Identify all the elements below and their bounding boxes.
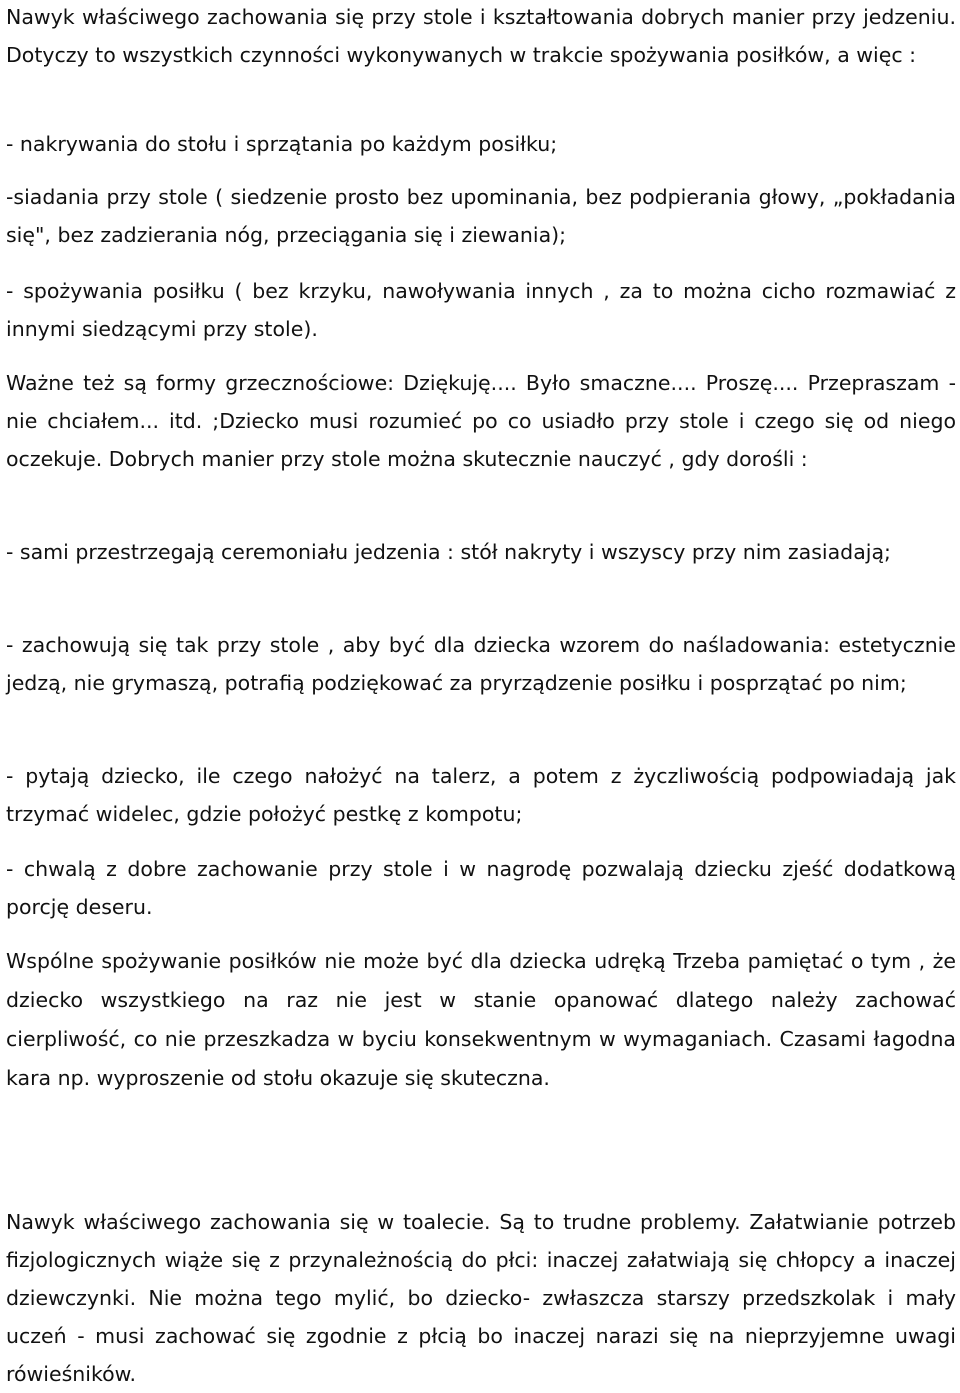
paragraph-item-eating: - spożywania posiłku ( bez krzyku, nawoływania innych , za to można cicho rozmawiać z innymi siedzącymi przy stole). <box>6 279 956 341</box>
paragraph-item-praise: - chwalą z dobre zachowanie przy stole i w nagrodę pozwalają dziecku zjeść dodatkową porcję deseru. <box>6 857 956 919</box>
paragraph-intro: Nawyk właściwego zachowania się przy stole i kształtowania dobrych manier przy jedzeniu. Dotyczy to wszystkich czynności wykonywanych w trakcie spożywania posiłków, a więc : <box>6 5 956 67</box>
paragraph-politeness: Ważne też są formy grzecznościowe: Dziękuję.... Było smaczne.... Proszę.... Przepraszam - nie chciałem... itd. ;Dziecko musi rozumieć po co usiadło przy stole i czego się od niego oczekuje. Dobrych manier przy stole można skutecznie nauczyć , gdy dorośli : <box>6 371 956 471</box>
paragraph-item-ceremony: - sami przestrzegają ceremoniału jedzenia : stół nakryty i wszyscy przy nim zasiadają; <box>6 540 891 564</box>
paragraph-patience: Wspólne spożywanie posiłków nie może być dla dziecka udręką Trzeba pamiętać o tym , że dziecko wszystkiego na raz nie jest w stanie opanować dlatego należy zachować cierpliwość, co nie przeszkadza w byciu konsekwentnym w wymaganiach. Czasami łagodna kara np. wyproszenie od stołu okazuje się skuteczna. <box>6 949 956 1090</box>
paragraph-item-table-setting: - nakrywania do stołu i sprzątania po każdym posiłku; <box>6 132 558 156</box>
paragraph-item-sitting: -siadania przy stole ( siedzenie prosto bez upominania, bez podpierania głowy, „pokładania się", bez zadzierania nóg, przeciągania się i ziewania); <box>6 185 956 247</box>
paragraph-item-helping: - pytają dziecko, ile czego nałożyć na talerz, a potem z życzliwością podpowiadają jak trzymać widelec, gdzie położyć pestkę z kompotu; <box>6 764 956 826</box>
paragraph-item-role-model: - zachowują się tak przy stole , aby być dla dziecka wzorem do naśladowania: estetycznie jedzą, nie grymaszą, potrafią podziękować za pryrządzenie posiłku i posprzątać po nim; <box>6 633 956 695</box>
paragraph-toilet-habit: Nawyk właściwego zachowania się w toalecie. Są to trudne problemy. Załatwianie potrzeb fizjologicznych wiąże się z przynależnością do płci: inaczej załatwiają się chłopcy a inaczej dziewczynki. Nie można tego mylić, bo dziecko- zwłaszcza starszy przedszkolak i mały uczeń - musi zachować się zgodnie z płcią bo inaczej narazi się na nieprzyjemne uwagi rówieśników. <box>6 1210 956 1386</box>
